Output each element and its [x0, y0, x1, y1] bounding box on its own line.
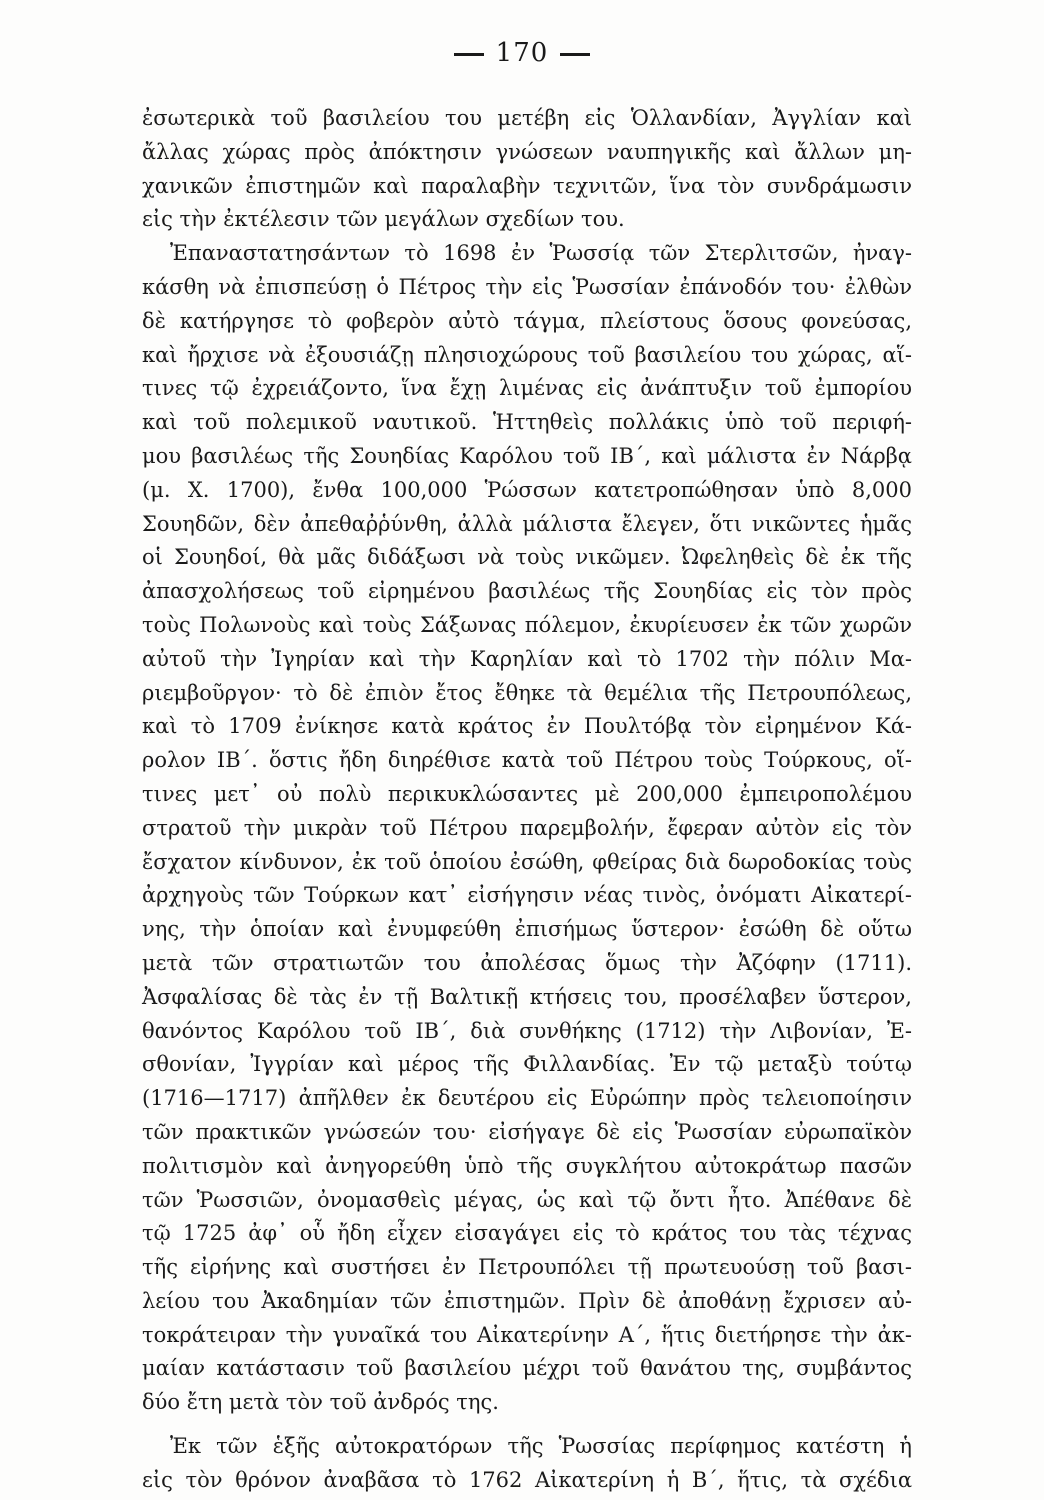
text-line: τῶν Ῥωσσιῶν, ὀνομασθεὶς μέγας, ὡς καὶ τῷ ὄντι ἦτο. Ἀπέθανε δὲ [142, 1187, 912, 1212]
text-line: Σουηδῶν, δὲν ἀπεθαῤῥύνθη, ἀλλὰ μάλιστα ἔλεγεν, ὅτι νικῶντες ἡμᾶς [142, 511, 912, 536]
text-line: σθονίαν, Ἰγγρίαν καὶ μέρος τῆς Φιλλανδίας. Ἐν τῷ μεταξὺ τούτῳ [142, 1052, 912, 1077]
text-line: τῶν πρακτικῶν γνώσεών του· εἰσήγαγε δὲ εἰς Ῥωσσίαν εὐρωπαϊκὸν [142, 1119, 912, 1144]
text-line: ρολον ΙΒ΄. ὅστις ἤδη διηρέθισε κατὰ τοῦ Πέτρου τοὺς Τούρκους, οἵ- [142, 748, 912, 773]
text-line: δύο ἔτη μετὰ τὸν τοῦ ἀνδρός της. [142, 1390, 499, 1415]
text-line: δὲ κατήργησε τὸ φοβερὸν αὐτὸ τάγμα, πλείστους ὅσους φονεύσας, [142, 308, 912, 333]
header-dash-right [560, 53, 590, 56]
text-line: καὶ τὸ 1709 ἐνίκησε κατὰ κράτος ἐν Πουλτόβᾳ τὸν εἰρημένον Κά- [142, 714, 912, 739]
text-line: τινες τῷ ἐχρειάζοντο, ἵνα ἔχῃ λιμένας εἰς ἀνάπτυξιν τοῦ ἐμπορίου [142, 376, 912, 401]
text-line: τῷ 1725 ἀφ᾽ οὗ ἤδη εἶχεν εἰσαγάγει εἰς τὸ κράτος του τὰς τέχνας [142, 1221, 912, 1246]
text-line: λείου του Ἀκαδημίαν τῶν ἐπιστημῶν. Πρὶν δὲ ἀποθάνῃ ἔχρισεν αὐ- [142, 1288, 912, 1313]
text-line: οἱ Σουηδοί, θὰ μᾶς διδάξωσι νὰ τοὺς νικῶμεν. Ὠφεληθεὶς δὲ ἐκ τῆς [142, 545, 912, 570]
text-line: Ἐπαναστατησάντων τὸ 1698 ἐν Ῥωσσίᾳ τῶν Στερλιτσῶν, ἠναγ- [170, 241, 912, 266]
text-line: τοὺς Πολωνοὺς καὶ τοὺς Σάξωνας πόλεμον, ἐκυρίευσεν ἐκ τῶν χωρῶν [142, 612, 912, 637]
text-line: Ἐκ τῶν ἑξῆς αὐτοκρατόρων τῆς Ῥωσσίας περίφημος κατέστη ἡ [170, 1434, 912, 1459]
text-line: πολιτισμὸν καὶ ἀνηγορεύθη ὑπὸ τῆς συγκλήτου αὐτοκράτωρ πασῶν [142, 1153, 912, 1178]
text-line: ἄλλας χώρας πρὸς ἀπόκτησιν γνώσεων ναυπηγικῆς καὶ ἄλλων μη- [142, 139, 912, 164]
paragraph [142, 237, 912, 1420]
text-line: τινες μετ᾽ οὐ πολὺ περικυκλώσαντες μὲ 200,000 ἐμπειροπολέμου [142, 781, 912, 806]
text-line: (μ. Χ. 1700), ἔνθα 100,000 Ῥώσσων κατετροπώθησαν ὑπὸ 8,000 [142, 477, 912, 502]
text-line: στρατοῦ τὴν μικρὰν τοῦ Πέτρου παρεμβολήν, ἔφεραν αὐτὸν εἰς τὸν [142, 815, 912, 840]
text-line: αὐτοῦ τὴν Ἰγηρίαν καὶ τὴν Καρηλίαν καὶ τὸ 1702 τὴν πόλιν Μα- [142, 646, 912, 671]
text-line: μαίαν κατάστασιν τοῦ βασιλείου μέχρι τοῦ θανάτου της, συμβάντος [142, 1356, 912, 1381]
header-dash-left [454, 53, 484, 56]
paragraph [142, 1430, 912, 1498]
text-line: εἰς τὴν ἐκτέλεσιν τῶν μεγάλων σχεδίων του. [142, 207, 625, 232]
text-line: Ἀσφαλίσας δὲ τὰς ἐν τῇ Βαλτικῇ κτήσεις του, προσέλαβεν ὕστερον, [142, 984, 912, 1009]
text-line: ἔσχατον κίνδυνον, ἐκ τοῦ ὁποίου ἐσώθη, φθείρας διὰ δωροδοκίας τοὺς [142, 849, 912, 874]
text-line: ἀπασχολήσεως τοῦ εἰρημένου βασιλέως τῆς Σουηδίας εἰς τὸν πρὸς [142, 579, 912, 604]
text-line: εἰς τὸν θρόνον ἀναβᾶσα τὸ 1762 Αἰκατερίνη ἡ Β΄, ἥτις, τὰ σχέδια [142, 1467, 912, 1492]
text-line: καὶ ἤρχισε νὰ ἐξουσιάζῃ πλησιοχώρους τοῦ βασιλείου του χώρας, αἵ- [142, 342, 912, 367]
body-text [142, 102, 912, 1498]
text-line: μετὰ τῶν στρατιωτῶν του ἀπολέσας ὅμως τὴν Ἀζόφην (1711). [142, 950, 912, 975]
page-header [0, 38, 1044, 68]
text-line: ριεμβοῦργον· τὸ δὲ ἐπιὸν ἔτος ἔθηκε τὰ θεμέλια τῆς Πετρουπόλεως, [142, 680, 912, 705]
text-line: τῆς εἰρήνης καὶ συστήσει ἐν Πετρουπόλει τῇ πρωτευούσῃ τοῦ βασι- [142, 1255, 912, 1280]
text-line: τοκράτειραν τὴν γυναῖκά του Αἰκατερίνην Α΄, ἥτις διετήρησε τὴν ἀκ- [142, 1322, 912, 1347]
paragraph [142, 102, 912, 237]
page-number: 170 [495, 38, 549, 68]
text-line: μου βασιλέως τῆς Σουηδίας Καρόλου τοῦ ΙΒ΄, καὶ μάλιστα ἐν Νάρβᾳ [142, 443, 912, 468]
text-line: κάσθη νὰ ἐπισπεύσῃ ὁ Πέτρος τὴν εἰς Ῥωσσίαν ἐπάνοδόν του· ἐλθὼν [142, 274, 912, 299]
text-line: νης, τὴν ὁποίαν καὶ ἐνυμφεύθη ἐπισήμως ὕστερον· ἐσώθη δὲ οὕτω [142, 917, 912, 942]
text-line: (1716—1717) ἀπῆλθεν ἐκ δευτέρου εἰς Εὐρώπην πρὸς τελειοποίησιν [142, 1086, 912, 1111]
text-line: ἀρχηγοὺς τῶν Τούρκων κατ᾽ εἰσήγησιν νέας τινὸς, ὀνόματι Αἰκατερί- [142, 883, 912, 908]
text-line: καὶ τοῦ πολεμικοῦ ναυτικοῦ. Ἡττηθεὶς πολλάκις ὑπὸ τοῦ περιφή- [142, 410, 912, 435]
text-line: ἐσωτερικὰ τοῦ βασιλείου του μετέβη εἰς Ὁλλανδίαν, Ἀγγλίαν καὶ [142, 106, 912, 130]
text-line: θανόντος Καρόλου τοῦ ΙΒ΄, διὰ συνθήκης (1712) τὴν Λιβονίαν, Ἐ- [142, 1018, 912, 1043]
text-line: χανικῶν ἐπιστημῶν καὶ παραλαβὴν τεχνιτῶν, ἵνα τὸν συνδράμωσιν [142, 173, 912, 198]
